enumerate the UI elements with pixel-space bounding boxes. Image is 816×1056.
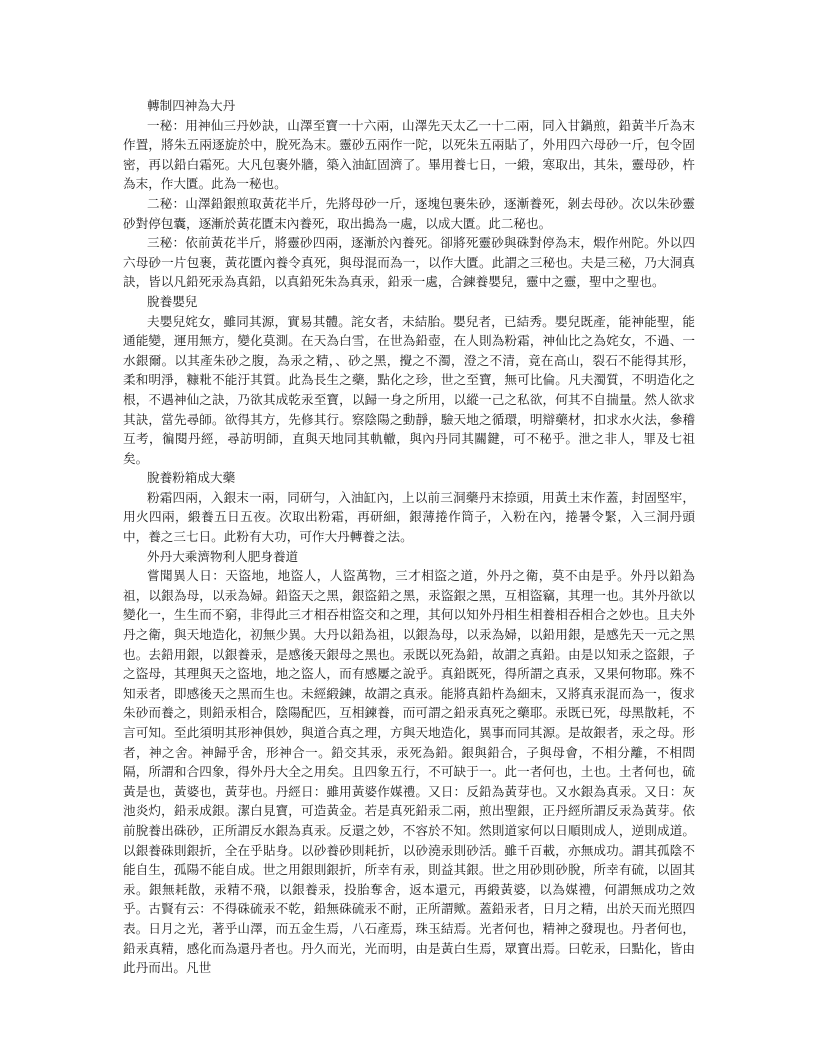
paragraph-fenshuang: 粉霜四兩，入銀末一兩，同研勻，入油缸內，上以前三洞藥丹末捺頭，用黃土末作蓋，封固堅牢，用火四兩，緞養五日五夜。次取出粉霜，再研細，銀薄捲作筒子，入粉在內，捲暑令緊，入三洞丹頭中，養之三七日。此粉有大功，可作大丹轉養之法。 [123, 489, 695, 545]
section-heading-zhuanzhi: 轉制四神為大丹 [147, 98, 236, 113]
section-heading-fenshuang: 脫養粉箱成大藥 [147, 470, 236, 486]
section-heading-waidan: 外丹大乘濟物利人肥身養道 [147, 548, 299, 564]
paragraph-first-secret: 一秘：用神仙三丹妙訣，山澤至寶一十六兩，山澤先天太乙一十二兩，同入甘鍋煎，鉛黃半斤為末作置，將朱五兩逐旋於中，脫死為末。靈砂五兩作一陀，以死朱五兩貼了，外用四六母砂一斤，包令固密，再以鉛白霜死。大凡包裹外牆，築入油缸固濟了。畢用養七日，一緞，寒取出，其朱，靈母砂，杵為末，作大匱。此為一秘也。 [123, 117, 695, 192]
document-page [123, 96, 695, 978]
paragraph-yinger: 夫嬰兒姹女，雖同其源，實易其體。詫女者，未結胎。嬰兒者，已結秀。嬰兒既產，能神能聖，能通能變，運用無方，變化莫測。在天為白雪，在世為鉛壺，在人則為粉霜，神仙比之為姹女，不過、一水銀爾。以其產朱砂之腹，為汞之精，、砂之黑，攪之不濁，澄之不清，竟在高山，裂石不能得其形，柔和明淨，糠粃不能汙其質。此為長生之藥，點化之珍，世之至寶，無可比倫。凡夫濁質，不明造化之根，不遇神仙之訣，乃欲其成乾汞至寶，以歸一身之所用，以縱一己之私欲，何其不自揣量。然人欲求其訣，當先尋師。欲得其方，先修其行。察陰陽之動靜，驗天地之循環，明辯藥材，扣求水火法，參稽互考，徧閱丹經，尋訪明師，直與天地同其軌轍，與內丹同其關鍵，可不秘乎。泄之非人，罪及七祖矣。 [123, 313, 695, 466]
paragraph-third-secret: 三秘：依前黃花半斤，將靈砂四兩，逐漸於內養死。卻將死靈砂與硃對停為末，煆作州陀。外以四六母砂一片包裹，黃花匱內養令真死，與母混而為一，以作大匱。此謂之三秘也。夫是三秘，乃大洞真訣，皆以凡鉛死汞為真鉛，以真鉛死朱為真汞，鉛汞一處，合鍊養嬰兒，靈中之靈，聖中之聖也。 [123, 235, 695, 290]
paragraph-second-secret: 二秘：山澤鉛銀煎取黃花半斤，先將母砂一斤，逐塊包裹朱砂，逐漸養死，剝去母砂。次以朱砂靈砂對停包囊，逐漸於黃花匱末內養死，取出搗為一處，以成大匱。此二秘也。 [123, 195, 695, 231]
section-heading-tuoyang-yinger: 脫養嬰兒 [147, 293, 198, 309]
paragraph-waidan: 嘗聞異人日：天盜地，地盜人，人盜萬物，三才相盜之道，外丹之衛，莫不由是乎。外丹以鉛為祖，以銀為母，以汞為婦。鉛盜天之黑，銀盜鉛之黑，汞盜銀之黑，互相盜竊，其理一也。其外丹欲以變化一，生生而不窮，非得此三才相吞柑盜交和之理，其何以知外丹相生相養相吞相合之妙也。且夫外丹之衛，與天地造化，初無少異。大丹以鉛為祖，以銀為母，以汞為婦，以鉛用銀，是感先天一元之黑也。去鉛用銀，以銀養汞，是感後天銀母之黑也。汞既以死為鉛，故謂之真鉛。由是以知汞之盜銀，子之盜母，其理與天之盜地，地之盜人，而有感屢之說乎。真鉛既死，得所謂之真汞，又果何物耶。殊不知汞者，即感後天之黑而生也。未經緞鍊，故謂之真汞。能將真鉛杵為細末，又將真汞混而為一，復求朱砂而養之，則鉛汞相合，陰陽配匹，互相鍊養，而可謂之鉛汞真死之藥耶。汞既已死，母黑散耗，不言可知。至此須明其形神俱妙，與道合真之理，方與天地造化，異事而同其源。是故銀者，汞之母。形者，神之舍。神歸乎舍，形神合一。鉛交其汞，汞死為鉛。銀與鉛合，子與母會，不相分離，不相問隔，所謂和合四象，得外丹大全之用矣。且四象五行，不可缺于一。此一者何也，土也。土者何也，硫黃是也，黃婆也，黃芽也。丹經日：雖用黃婆作媒禮。又日：反鉛為黃芽也。又水銀為真汞。又日：灰池炎灼，鉛汞成銀。潔白見寶，可造黃金。若是真死鉛汞二兩，煎出聖銀，正丹經所謂反汞為黃芽。依前脫養出硃砂，正所謂反水銀為真汞。反還之妙，不容於不知。然則道家何以日順則成人，逆則成道。以銀養硃則銀折，全在乎貼身。以砂養砂則耗折，以砂澆汞則砂活。雖千百載，亦無成功。謂其孤陰不能自生，孤陽不能自成。世之用銀則銀折，所幸有汞，則益其銀。世之用砂則砂脫，所幸有硫，以固其汞。銀無耗散，汞精不飛，以銀養汞，投胎奪舍，返本還元，再緞黃婆，以為媒禮，何謂無成功之效乎。古賢有云：不得硃硫汞不乾，鉛無硃硫汞不耐，正所謂歟。蓋鉛汞者，日月之精，出於天而光照四表。日月之光，著乎山澤，而五金生焉，八石產焉，珠玉結焉。光者何也，精神之發現也。丹者何也，鉛汞真精，感化而為還丹者也。丹久而光，光而明，由是黃白生焉，眾寶出焉。曰乾汞，曰點化，皆由此丹而出。凡世 [123, 568, 695, 976]
